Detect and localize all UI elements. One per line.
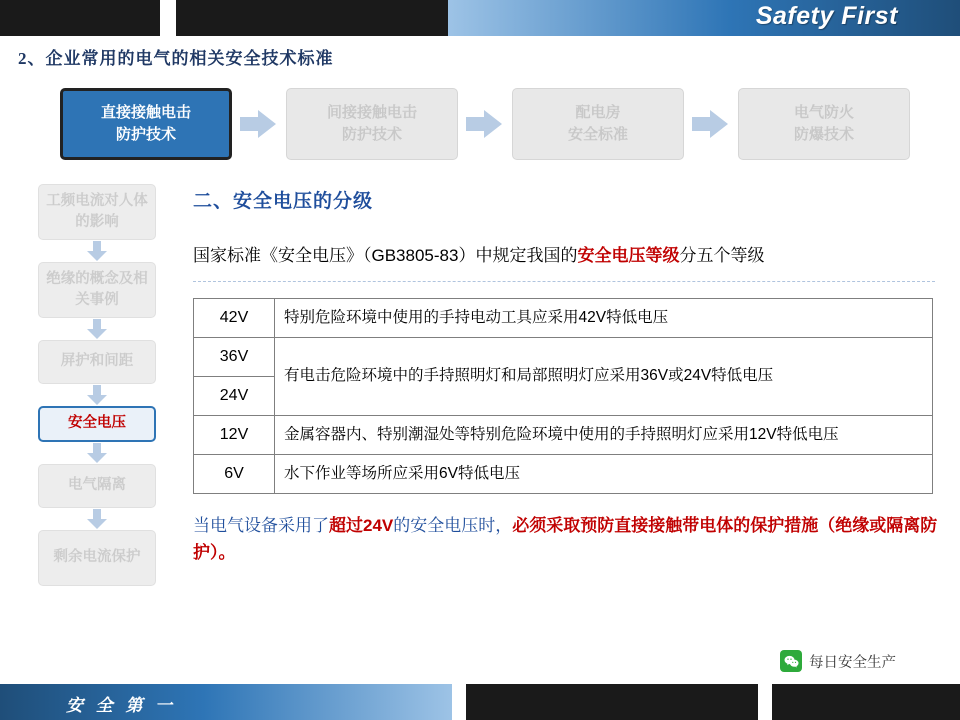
flow-item-label-3: 屏护和间距 — [60, 353, 134, 370]
flow-item-insulation[interactable] — [38, 262, 156, 318]
process-step-4-line1: 电气防火 — [793, 104, 854, 122]
closing-part-1: 当电气设备采用了 — [193, 515, 329, 535]
voltage-cell-24v: 24V — [194, 376, 275, 415]
process-steps — [60, 88, 940, 162]
process-step-2-line2: 防护技术 — [341, 126, 402, 143]
voltage-table — [193, 298, 933, 494]
voltage-cell-6v: 6V — [194, 454, 275, 493]
footer-title: 安 全 第 一 — [66, 696, 177, 715]
footer-block-mid — [466, 684, 758, 720]
process-step-3-line1: 配电房 — [575, 104, 621, 122]
closing-highlight-1: 超过24V — [329, 515, 394, 535]
process-step-3-line2: 安全标准 — [567, 126, 628, 143]
desc-cell-42v: 特别危险环境中使用的手持电动工具应采用42V特低电压 — [275, 298, 933, 337]
flow-item-power-frequency-current[interactable] — [38, 184, 156, 240]
bottom-banner — [0, 684, 960, 720]
wechat-account-badge — [780, 650, 896, 672]
lead-part-2: 分五个等级 — [679, 246, 765, 265]
left-flow-nav — [38, 184, 166, 586]
voltage-cell-12v: 12V — [194, 415, 275, 454]
table-row — [194, 415, 933, 454]
flow-item-residual-current-protection[interactable] — [38, 530, 156, 586]
footer-block-right — [772, 684, 960, 720]
voltage-cell-42v: 42V — [194, 298, 275, 337]
divider — [193, 281, 935, 282]
flow-item-label-4: 安全电压 — [68, 415, 126, 432]
main-content — [193, 186, 938, 583]
arrow-down-icon-4 — [38, 442, 156, 464]
process-step-3[interactable] — [512, 88, 684, 160]
chevron-right-icon-1 — [240, 110, 276, 138]
flow-item-label-5: 电气隔离 — [68, 477, 126, 494]
flow-item-label-6: 剩余电流保护 — [53, 549, 141, 566]
closing-part-2: 的安全电压时， — [393, 515, 513, 535]
arrow-down-icon-1 — [38, 240, 156, 262]
desc-cell-12v: 金属容器内、特别潮湿处等特别危险环境中使用的手持照明灯应采用12V特低电压 — [275, 415, 933, 454]
table-row — [194, 454, 933, 493]
table-row — [194, 298, 933, 337]
flow-item-label-2: 绝缘的概念及相关事例 — [46, 270, 148, 308]
process-step-4-line2: 防爆技术 — [793, 126, 854, 143]
desc-cell-6v: 水下作业等场所应采用6V特低电压 — [275, 454, 933, 493]
flow-item-shielding[interactable] — [38, 340, 156, 384]
arrow-down-icon-2 — [38, 318, 156, 340]
flow-item-label-1: 工频电流对人体的影响 — [46, 192, 148, 230]
lead-part-1: 国家标准《安全电压》（GB3805-83）中规定我国的 — [193, 246, 578, 265]
page-title: 2、企业常用的电气的相关安全技术标准 — [18, 49, 334, 68]
banner-block-left — [0, 0, 160, 36]
flow-item-electrical-isolation[interactable] — [38, 464, 156, 508]
closing-paragraph — [193, 512, 938, 566]
process-step-2-line1: 间接接触电击 — [326, 104, 417, 122]
process-step-1-line1: 直接接触电击 — [100, 104, 191, 122]
flow-item-safety-voltage[interactable] — [38, 406, 156, 442]
process-step-4[interactable] — [738, 88, 910, 160]
banner-title: Safety First — [755, 2, 898, 30]
table-row — [194, 337, 933, 376]
voltage-cell-36v: 36V — [194, 337, 275, 376]
process-step-2[interactable] — [286, 88, 458, 160]
desc-cell-36v-24v: 有电击危险环境中的手持照明灯和局部照明灯应采用36V或24V特低电压 — [275, 337, 933, 415]
lead-highlight: 安全电压等级 — [577, 246, 680, 265]
section-title: 二、安全电压的分级 — [193, 191, 374, 212]
process-step-1-line2: 防护技术 — [115, 126, 176, 143]
arrow-down-icon-3 — [38, 384, 156, 406]
arrow-down-icon-5 — [38, 508, 156, 530]
wechat-account-label: 每日安全生产 — [809, 654, 896, 671]
lead-paragraph — [193, 243, 938, 269]
chevron-right-icon-2 — [466, 110, 502, 138]
top-banner — [0, 0, 960, 36]
banner-block-mid — [176, 0, 448, 36]
closing-highlight-2: 必须采取预防直接接触带电体的保护措施（绝缘或隔离防护）。 — [193, 515, 938, 562]
wechat-icon — [780, 650, 802, 672]
process-step-1[interactable] — [60, 88, 232, 160]
chevron-right-icon-3 — [692, 110, 728, 138]
